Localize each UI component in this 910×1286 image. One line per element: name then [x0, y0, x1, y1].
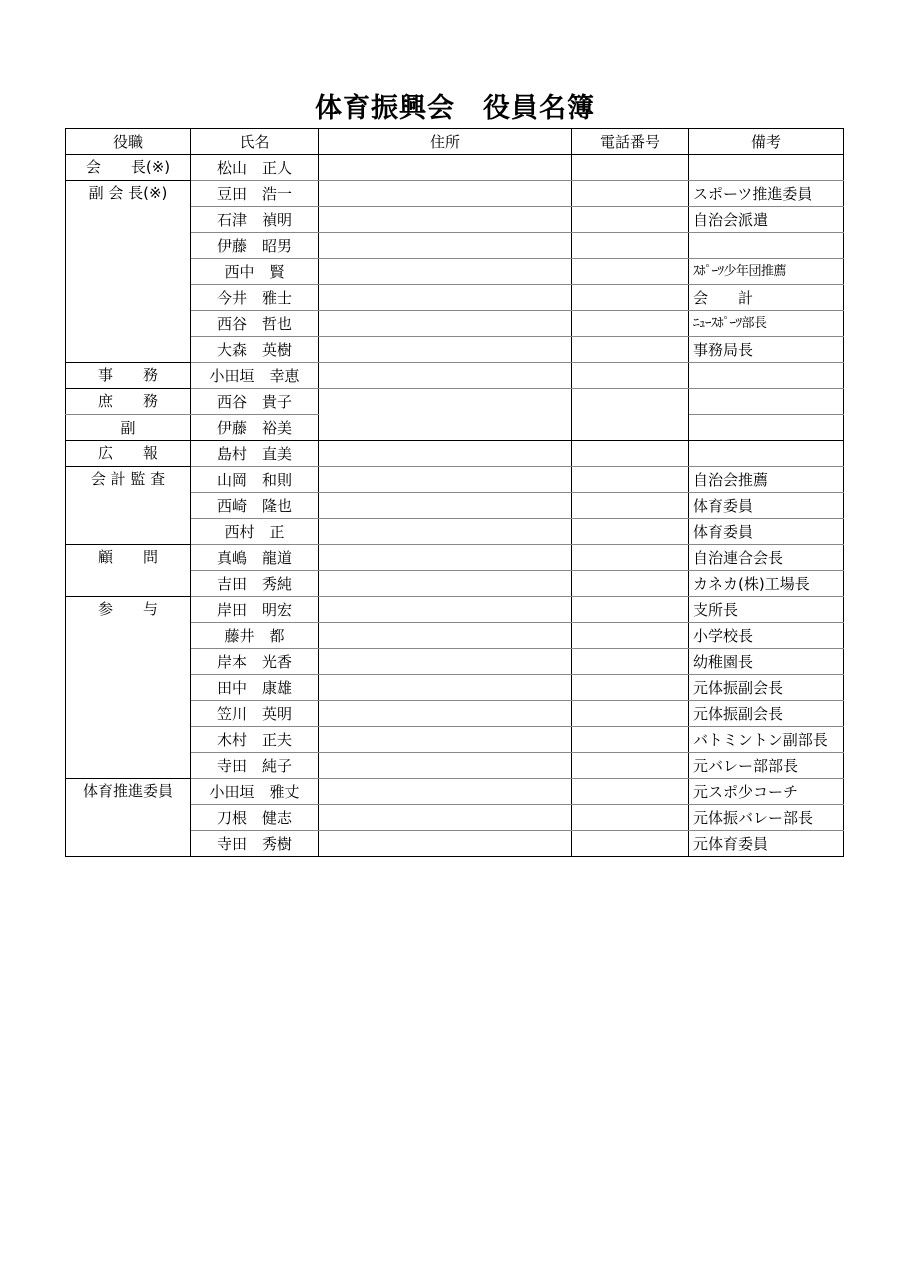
address-cell [319, 363, 572, 389]
address-cell [319, 597, 572, 623]
name-cell: 島村 直美 [191, 441, 319, 467]
name-cell: 西崎 隆也 [191, 493, 319, 519]
table-row [66, 363, 844, 389]
phone-cell [572, 597, 689, 623]
address-cell [319, 623, 572, 649]
role-cell: 事 務 [66, 363, 191, 389]
phone-cell [572, 701, 689, 727]
phone-cell [572, 311, 689, 337]
address-cell [319, 337, 572, 363]
phone-cell [572, 233, 689, 259]
header-role: 役職 [66, 129, 191, 155]
phone-cell [572, 337, 689, 363]
name-cell: 今井 雅士 [191, 285, 319, 311]
note-cell: ﾆｭｰｽﾎﾟｰﾂ部長 [689, 311, 844, 337]
name-cell: 木村 正夫 [191, 727, 319, 753]
name-cell: 伊藤 昭男 [191, 233, 319, 259]
header-phone: 電話番号 [572, 129, 689, 155]
note-cell: 体育委員 [689, 493, 844, 519]
phone-cell [572, 623, 689, 649]
phone-cell [572, 467, 689, 493]
phone-cell [572, 207, 689, 233]
header-address: 住所 [319, 129, 572, 155]
phone-cell [572, 363, 689, 389]
name-cell: 山岡 和則 [191, 467, 319, 493]
name-cell: 松山 正人 [191, 155, 319, 181]
role-cell: 会 長(※) [66, 155, 191, 181]
note-cell: 小学校長 [689, 623, 844, 649]
address-cell [319, 181, 572, 207]
name-cell: 藤井 都 [191, 623, 319, 649]
note-cell: 自治会派遣 [689, 207, 844, 233]
phone-cell [572, 753, 689, 779]
phone-cell [572, 181, 689, 207]
phone-cell [572, 805, 689, 831]
role-cell: 会 計 監 査 [66, 467, 191, 545]
note-cell: 元スポ少コーチ [689, 779, 844, 805]
note-cell: バトミントン副部長 [689, 727, 844, 753]
address-cell [319, 519, 572, 545]
name-cell: 刀根 健志 [191, 805, 319, 831]
name-cell: 西中 賢 [191, 259, 319, 285]
table-row [66, 779, 844, 805]
note-cell: 事務局長 [689, 337, 844, 363]
name-cell: 小田垣 雅丈 [191, 779, 319, 805]
table-row [66, 441, 844, 467]
phone-cell [572, 571, 689, 597]
table-row [66, 597, 844, 623]
address-cell [319, 467, 572, 493]
address-cell [319, 805, 572, 831]
note-cell [689, 363, 844, 389]
phone-cell [572, 779, 689, 805]
header-note: 備考 [689, 129, 844, 155]
note-cell [689, 233, 844, 259]
name-cell: 笠川 英明 [191, 701, 319, 727]
address-cell [319, 753, 572, 779]
name-cell: 石津 禎明 [191, 207, 319, 233]
name-cell: 田中 康雄 [191, 675, 319, 701]
note-cell [689, 389, 844, 415]
note-cell [689, 415, 844, 441]
name-cell: 真嶋 龍道 [191, 545, 319, 571]
phone-cell [572, 727, 689, 753]
role-cell: 副 [66, 415, 191, 441]
phone-cell [572, 545, 689, 571]
address-cell [319, 727, 572, 753]
header-row [66, 129, 844, 155]
table-row [66, 545, 844, 571]
name-cell: 西谷 貴子 [191, 389, 319, 415]
table-row [66, 155, 844, 181]
address-cell [319, 571, 572, 597]
address-cell [319, 701, 572, 727]
name-cell: 岸田 明宏 [191, 597, 319, 623]
note-cell: 支所長 [689, 597, 844, 623]
phone-cell [572, 519, 689, 545]
name-cell: 西村 正 [191, 519, 319, 545]
address-cell [319, 675, 572, 701]
name-cell: 吉田 秀純 [191, 571, 319, 597]
role-cell: 庶 務 [66, 389, 191, 415]
phone-cell [572, 493, 689, 519]
role-cell: 体育推進委員 [66, 779, 191, 857]
role-cell: 副 会 長(※) [66, 181, 191, 363]
note-cell: 元体育委員 [689, 831, 844, 857]
name-cell: 寺田 秀樹 [191, 831, 319, 857]
address-cell [319, 389, 572, 441]
role-cell: 広 報 [66, 441, 191, 467]
address-cell [319, 155, 572, 181]
note-cell: 元体振副会長 [689, 675, 844, 701]
name-cell: 岸本 光香 [191, 649, 319, 675]
table-row [66, 389, 844, 415]
phone-cell [572, 389, 689, 441]
role-cell: 顧 問 [66, 545, 191, 597]
address-cell [319, 233, 572, 259]
phone-cell [572, 259, 689, 285]
role-cell: 参 与 [66, 597, 191, 779]
phone-cell [572, 675, 689, 701]
note-cell: 自治連合会長 [689, 545, 844, 571]
address-cell [319, 493, 572, 519]
phone-cell [572, 649, 689, 675]
address-cell [319, 259, 572, 285]
officer-roster-table [65, 128, 844, 857]
note-cell: 自治会推薦 [689, 467, 844, 493]
table-row [66, 467, 844, 493]
name-cell: 伊藤 裕美 [191, 415, 319, 441]
phone-cell [572, 285, 689, 311]
name-cell: 小田垣 幸恵 [191, 363, 319, 389]
note-cell: 元体振副会長 [689, 701, 844, 727]
note-cell: 会 計 [689, 285, 844, 311]
page-title: 体育振興会 役員名簿 [315, 93, 595, 124]
note-cell: カネカ(株)工場長 [689, 571, 844, 597]
address-cell [319, 285, 572, 311]
table-row [66, 181, 844, 207]
name-cell: 西谷 哲也 [191, 311, 319, 337]
name-cell: 豆田 浩一 [191, 181, 319, 207]
phone-cell [572, 155, 689, 181]
note-cell: ｽﾎﾟｰﾂ少年団推薦 [689, 259, 844, 285]
note-cell: 幼稚園長 [689, 649, 844, 675]
note-cell: 元体振バレー部長 [689, 805, 844, 831]
phone-cell [572, 831, 689, 857]
note-cell [689, 155, 844, 181]
phone-cell [572, 441, 689, 467]
header-name: 氏名 [191, 129, 319, 155]
address-cell [319, 207, 572, 233]
note-cell [689, 441, 844, 467]
address-cell [319, 779, 572, 805]
address-cell [319, 311, 572, 337]
address-cell [319, 441, 572, 467]
note-cell: スポーツ推進委員 [689, 181, 844, 207]
name-cell: 大森 英樹 [191, 337, 319, 363]
note-cell: 体育委員 [689, 519, 844, 545]
address-cell [319, 649, 572, 675]
name-cell: 寺田 純子 [191, 753, 319, 779]
address-cell [319, 831, 572, 857]
note-cell: 元バレー部部長 [689, 753, 844, 779]
address-cell [319, 545, 572, 571]
